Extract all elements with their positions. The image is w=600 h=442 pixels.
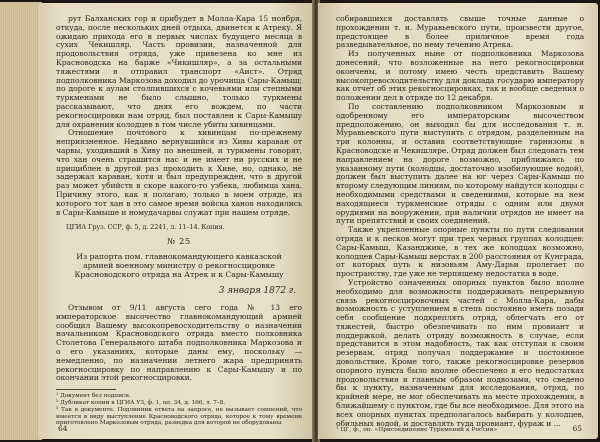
document-heading: Из рапорта пом. главнокомандующего кавказской армией военному министру о рекогносцировке Красноводского отряда на Атрек и к Сары-Камышу bbox=[74, 252, 284, 280]
right-page-text bbox=[336, 15, 584, 428]
right-page-number: 65 bbox=[572, 424, 582, 433]
right-footnote: ¹ ЦГ, ф., оп. «Присоединение Туркмении к России» bbox=[336, 427, 498, 433]
archive-source: ЦГИА Груз. ССР, ф. 5, д. 2241, л. 11–14. Копия. bbox=[66, 222, 225, 231]
left-paragraph-3: Отзывом от 9/11 августа сего года № 13 его императорское высочество главнокомандующий армией сообщил Вашему высокопревосходительству о назначении начальником Красноводского отряда вместо полковника Столетова Генерального штаба подполковника Маркозова и о его указаниях, которые даны ему, поскольку — немедленно, по назначении летнего жара предпринять рекогносцировку по направлению к Сары-Камышу и по окончании этой рекогносцировки. bbox=[56, 303, 302, 383]
left-paragraph-2: Отношение почтового к хивинцам по-прежнему неприязненное. Недавно вернувшийся из Хивы караван от чарвы, уходивший в Хиву по внешней, и туркмены говорят, что хан очень страшится нас и не имеет ни русских и не прищиблен в другой раз проходить к Хиве, но, однако, не задержал караван, хотя и был предупрежден, что в другой раз может убийств в скоре какого-то узбека, любимца хана. Причину этого, как я полагаю, только в моем отряде, из которого тот хан в это самое время войска ханов находились в Сары-Камыше и номудачарвы служат при нашем отряде. bbox=[56, 128, 302, 217]
left-page-text bbox=[56, 15, 302, 427]
footnote-2: ² Дубликат копии в ЦГИА УЗ, ф. 1, оп. 34, д. 166, л. 7–8. bbox=[56, 399, 226, 406]
right-paragraph-4: Также укрепленные опорные пункты по пути следования отряда и к песков могут при трех черных группах колодцев: Сары-Камыш, Казанджике, в тех же колодцах возможно, колодцев Сары-Камыш верстах в 200 расстояния от Кунграда, от которых путь к низовьям Аму-Дарьи пролегает по пространству, где уже не терпящему недостатка в воде. bbox=[336, 225, 584, 279]
document-date: 3 января 1872 г. bbox=[218, 286, 296, 297]
document-number: № 25 bbox=[167, 237, 191, 248]
footnote-3: ³ Так в документе. Подлинник ответа на запросе, не вызывает сомнений, что имеется в виду выступление Красноводского отряда, которое к тому времени приготовлено Маркозовым отряда, разведка для которой не оборудованы. bbox=[56, 406, 302, 427]
right-paragraph-3: По составлению подполковником Маркозовым и одобренному его императорским высочеством предположению, он выходил бы для исследования т. н. Муравьевского пути выступить с отрядом, разделенным на три колонны, и оставив соответствующие гарнизоны в Красноводске и Чекишляре. Отряд должен был следовать тем направлением на дороге возможно, приближаясь по указанному пути (колодцы, достаточно изобилующие водой), должен был выступить далее на юг через Сары-Камыш по второму следующим линиям, по которому найдутся колодцы с необходимыми средствами и сведениями, которые на нем находящиеся туркменские отряды с одним или двумя орудиями на вооружении, при наличии отрядов не имеет на пути препятствий и своих соединений. bbox=[336, 101, 584, 226]
right-page bbox=[318, 3, 598, 439]
right-paragraph-2: Из полученных ныне от подполковника Маркозова донесений, что возложенные на него рекогносцировки окончены, и потому имею честь представить Вашему высокопревосходительству для доклада государю императору как отчет об этих рекогносцировках, так и вообще сведения о положении дел в отряде по 12 декабря. bbox=[336, 49, 584, 103]
footnote-1: ¹ Документ без подписи. bbox=[56, 393, 131, 400]
left-paragraph-1: рут Балханских гор и прибудет в Молла-Кара 15 ноября, откуда, после нескольких дней отдыха, двинется к Атреку. Я ожидаю прихода его в первых числах будущего месяца в сухих Чекишляр. Часть провизии, назначенной для продовольствия отряда, уже привезена ко мне из Красноводска на барже «Чикишляр», а за остальными тяжестями я отправил транспорт «Аист». Отряд подполковника Маркозова доходил до урочища Сары-Камыш; по дороге к аулам столпившихся с кочевьями или степными туркменами не было слышно, только туркмены рассказывают, что днях его вождем, по части рекогносцировки нам отряд, был поставлен к Сары-Камышу для охранения колодцев в том числе убиты хивинцами. bbox=[56, 14, 302, 129]
left-page-number: 64 bbox=[58, 424, 68, 433]
page-edges bbox=[0, 2, 42, 440]
footnote-rule bbox=[56, 389, 116, 390]
left-page bbox=[38, 3, 314, 439]
right-paragraph-5: Устройство означенных опорных пунктов было вполне необходимо для возможности поддерживать непрерывную связь рекогносцировочных частей с Молла-Кара, дабы возможность с уступлением в степь постоянно иметь позади себя сообщение подкреплять отряд, облегчать его от тяжестей, быстро обезпечивать по ним провиант и поддержкой, делать отряду возможность в случае, если представится в этом надобность, так как отступая к своим резервам, отряд получал поддержание и постоянное довольствие. Кроме того, также рекогносцировке резервов опорного пункта было вполне обеспечено в его недостатках продовольствия и главным образом подвозами, что сведено бы к пункту, назначенным для исследования, отряд, по крайней мере, не мог обеспечивать на месте прохождения, в ближайшему с пунктом, где бы все необходимое. Для этого на всех опорных пунктах предполагалось выбирать у колодцев, обильных водой, и доставлять туда провиант, фураж и ... bbox=[336, 277, 584, 428]
right-paragraph-1: собиравшихся доставлять свыше точные данные о прохождении т. и. Муравьевского пути, произвести другое, предстоящее в более приличное время года разведывательное, по нему течению Атрека. bbox=[336, 14, 584, 50]
